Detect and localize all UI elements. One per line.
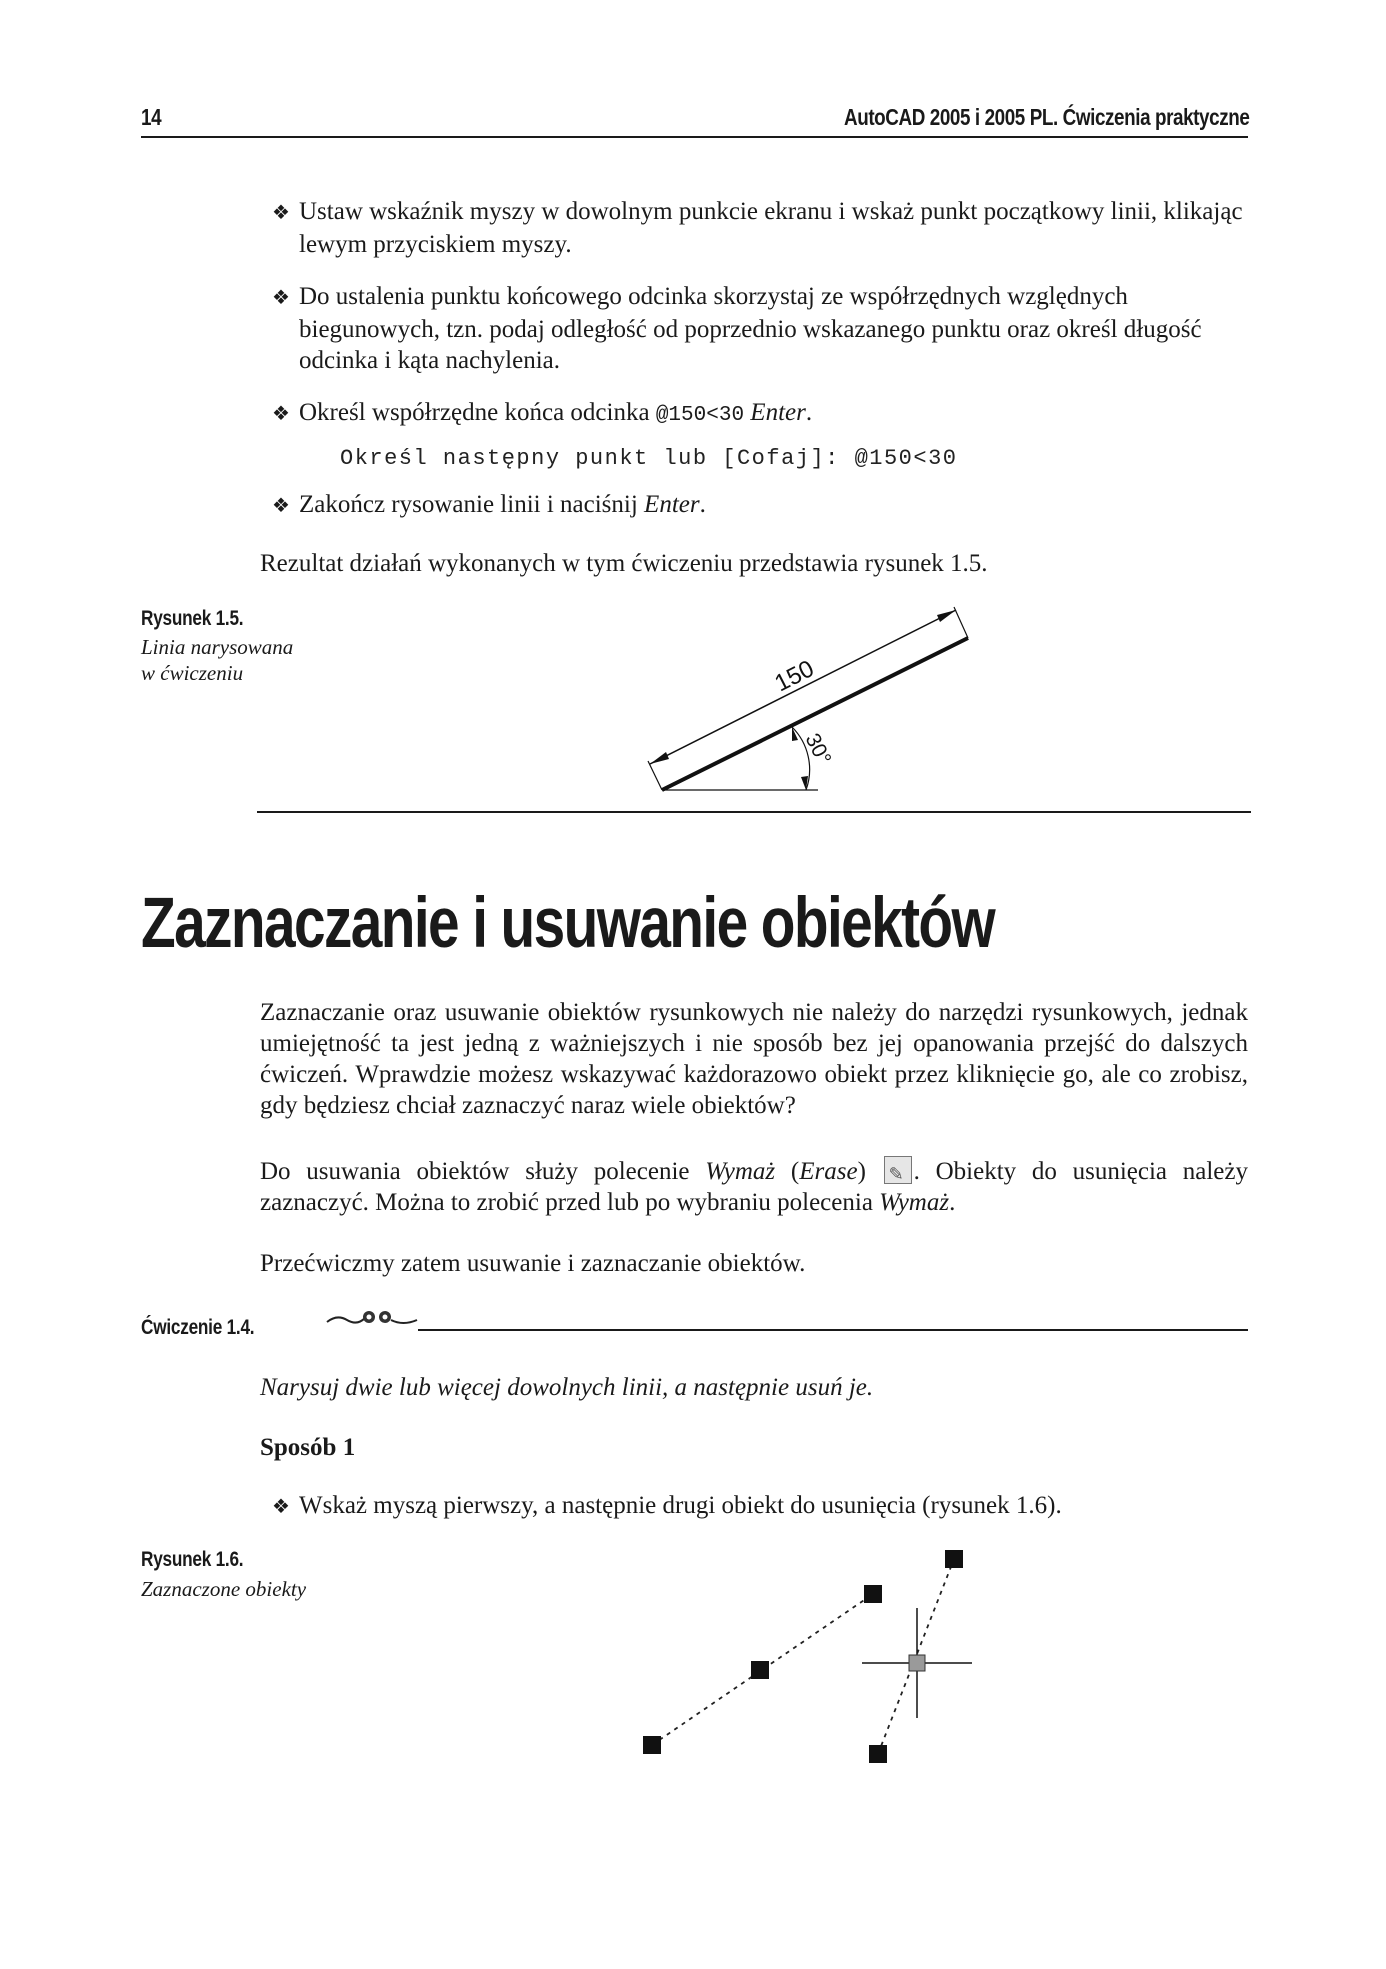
paragraph: Przećwiczmy zatem usuwanie i zaznaczanie obiektów. [260, 1250, 806, 1277]
pickbox-icon [909, 1655, 925, 1671]
figure-rule [257, 811, 1251, 813]
arrowhead-icon [792, 727, 798, 741]
grip-icon [751, 1661, 769, 1679]
bullet-text: Wskaż myszą pierwszy, a następnie drugi obiekt do usunięcia (rysunek 1.6). [299, 1492, 1062, 1519]
bullet-text: Do ustalenia punktu końcowego odcinka skorzystaj ze współrzędnych względnych biegunowych, tzn. podaj odległość od poprzednio wskazanego punktu oraz określ długość odcinka i kąta nachylenia. [299, 283, 1202, 374]
bullet-item [272, 1490, 1274, 1523]
command-line: Określ następny punkt lub [Cofaj]: @150<30 [340, 446, 958, 471]
bullet-text-prefix: Zakończ rysowanie linii i naciśnij [299, 491, 645, 518]
grip-icon [864, 1585, 882, 1603]
extension-line [954, 607, 968, 638]
diamond-bullet-icon: ❖ [272, 1496, 290, 1518]
bullet-item [272, 397, 1274, 431]
extension-line [648, 761, 662, 790]
section-heading: Zaznaczanie i usuwanie obiektów [141, 884, 995, 963]
arrowhead-icon [937, 610, 956, 622]
period: . [805, 399, 813, 426]
diamond-bullet-icon: ❖ [272, 202, 290, 224]
paragraph-text: ) [857, 1158, 882, 1185]
command-name-english: Erase [799, 1158, 858, 1185]
diamond-bullet-icon: ❖ [272, 495, 290, 517]
diamond-bullet-icon: ❖ [272, 287, 290, 309]
bullet-item [272, 281, 1274, 376]
grip-icon [643, 1736, 661, 1754]
exercise-task: Narysuj dwie lub więcej dowolnych linii, a następnie usuń je. [260, 1374, 874, 1401]
result-text: Rezultat działań wykonanych w tym ćwiczeniu przedstawia rysunek 1.5. [260, 550, 988, 577]
coordinate-code: @150<30 [655, 404, 745, 427]
paragraph-text: ( [775, 1158, 800, 1185]
paragraph-text: . [949, 1189, 956, 1216]
dimension-angle-label: 30° [800, 729, 836, 769]
method-heading: Sposób 1 [260, 1434, 356, 1461]
paragraph: Zaznaczanie oraz usuwanie obiektów rysunkowych nie należy do narzędzi rysunkowych, jednak umiejętność ta jest jedną z ważniejszych i nie sposób bez jej opanowania przejść do dalszych ćwiczeń. Wprawdzie możesz wskazywać każdorazowo obiekt przez kliknięcie go, ale co zrobisz, gdy będziesz chciał zaznaczyć naraz wiele obiektów? [260, 999, 1248, 1119]
ornament-icon [325, 1306, 420, 1330]
figure-caption: Zaznaczone obiekty [141, 1577, 307, 1601]
grip-icon [945, 1550, 963, 1568]
paragraph [260, 1156, 1248, 1218]
figure-label: Rysunek 1.5. [141, 607, 244, 630]
diamond-bullet-icon: ❖ [272, 403, 290, 425]
figure-caption [141, 634, 293, 686]
bullet-text-prefix: Określ współrzędne końca odcinka [299, 399, 656, 426]
command-name: Wymaż [879, 1189, 950, 1216]
running-header-title: AutoCAD 2005 i 2005 PL. Ćwiczenia praktyczne [843, 104, 1249, 130]
figure-caption-line: w ćwiczeniu [141, 661, 244, 685]
header-rule [141, 136, 1248, 138]
dimension-length-label: 150 [770, 655, 819, 698]
paragraph-text: . Obiekty do usunięcia należy zaznaczyć. Można to zrobić przed lub po wybraniu polecenia [260, 1158, 1248, 1216]
bullet-item [272, 489, 1274, 522]
arrowhead-icon [650, 752, 669, 764]
figure-1-6-drawing [630, 1540, 990, 1780]
bullet-text: Ustaw wskaźnik myszy w dowolnym punkcie ekranu i wskaż punkt początkowy linii, klikając lewym przyciskiem myszy. [299, 198, 1243, 258]
grip-icon [869, 1745, 887, 1763]
figure-label: Rysunek 1.6. [141, 1548, 244, 1571]
paragraph-text: Do usuwania obiektów służy polecenie [260, 1158, 706, 1185]
figure-1-5-drawing [640, 596, 990, 796]
command-name: Wymaż [705, 1158, 776, 1185]
erase-icon: ✎ [884, 1156, 912, 1184]
period: . [699, 491, 706, 518]
bullet-item [272, 196, 1274, 260]
page-number: 14 [141, 104, 162, 130]
figure-caption-line: Linia narysowana [141, 635, 294, 659]
enter-key-label: Enter [750, 399, 806, 426]
exercise-label: Ćwiczenie 1.4. [141, 1316, 255, 1339]
enter-key-label: Enter [644, 491, 700, 518]
exercise-rule [418, 1329, 1248, 1331]
